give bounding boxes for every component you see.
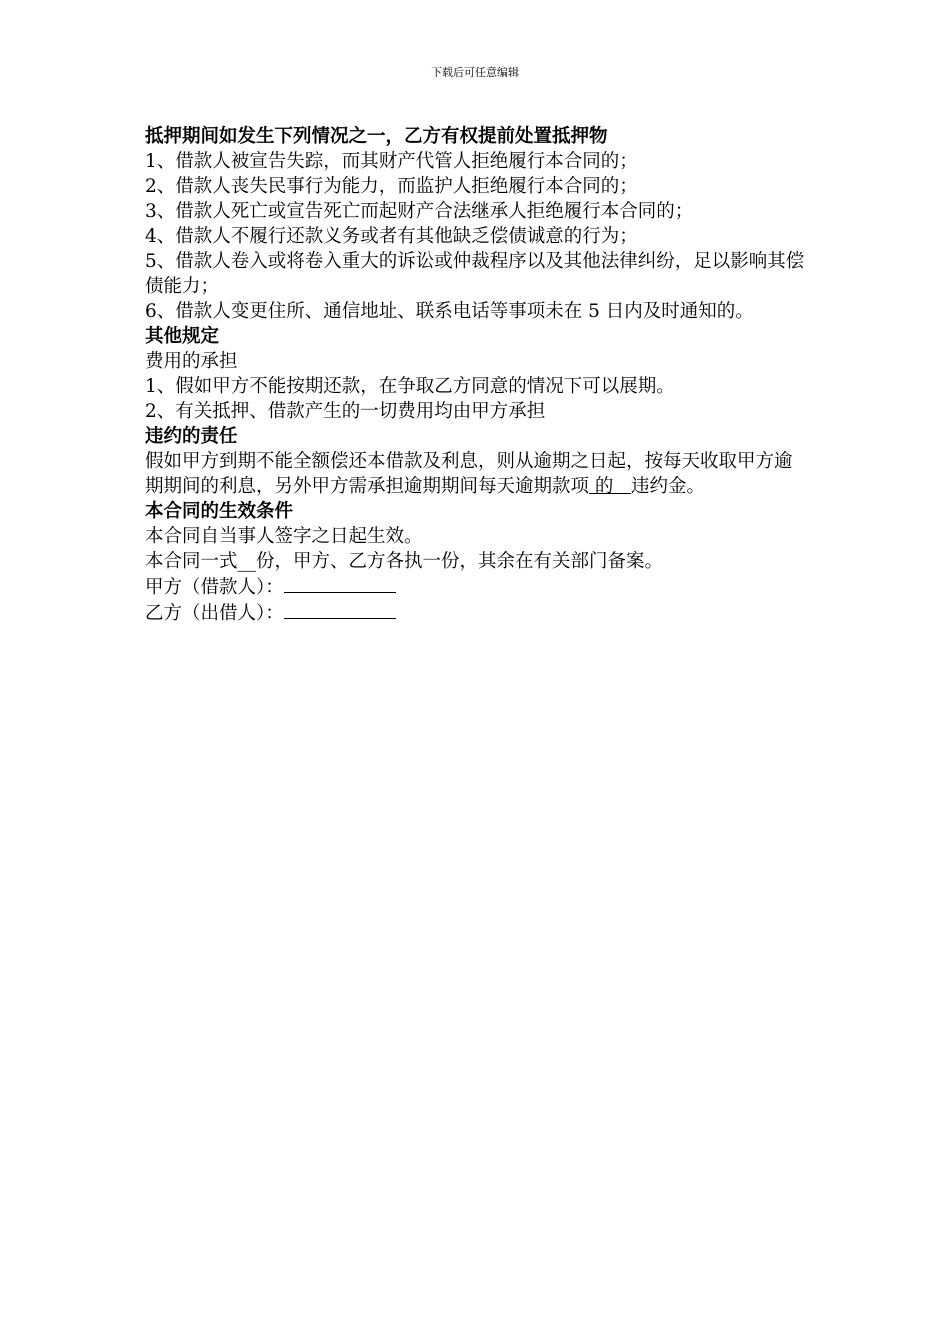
section-heading-breach: 违约的责任: [145, 426, 238, 447]
copies-blank: __: [237, 551, 257, 572]
signature-party-b: [145, 600, 810, 626]
breach-text-after: 违约金。: [631, 476, 706, 497]
party-a-label: 甲方（借款人）：: [145, 577, 284, 598]
section-heading-effective: 本合同的生效条件: [145, 501, 294, 522]
list-item: 5、借款人卷入或将卷入重大的诉讼或仲裁程序以及其他法律纠纷，足以影响其偿债能力；: [145, 251, 805, 297]
section-heading-early-disposal: 抵押期间如发生下列情况之一，乙方有权提前处置抵押物: [145, 126, 608, 147]
list-item: 1、假如甲方不能按期还款，在争取乙方同意的情况下可以展期。: [145, 376, 675, 397]
list-item: 2、有关抵押、借款产生的一切费用均由甲方承担: [145, 401, 546, 422]
section-heading-other-provisions: 其他规定: [145, 326, 220, 347]
list-item: 3、借款人死亡或宣告死亡而起财产合法继承人拒绝履行本合同的；: [145, 201, 694, 222]
signature-party-a: [145, 574, 810, 600]
breach-text-before: 假如甲方到期不能全额偿还本借款及利息，则从逾期之日起，按每天收取甲方逾期期间的利息，另外甲方需承担逾期期间每天逾期款项: [145, 451, 793, 497]
effective-line-2-after: 份，甲方、乙方各执一份，其余在有关部门备案。: [256, 551, 664, 572]
subheading-costs: 费用的承担: [145, 351, 238, 372]
effective-line-2-before: 本合同一式: [145, 551, 238, 572]
list-item: 4、借款人不履行还款义务或者有其他缺乏偿债诚意的行为；: [145, 226, 638, 247]
party-a-signature-line: [284, 574, 396, 593]
list-item: 2、借款人丧失民事行为能力，而监护人拒绝履行本合同的；: [145, 176, 638, 197]
list-item: 6、借款人变更住所、通信地址、联系电话等事项未在 5 日内及时通知的。: [145, 301, 754, 322]
document-body: [145, 124, 810, 626]
breach-paragraph: [145, 449, 810, 499]
party-b-label: 乙方（出借人）：: [145, 603, 284, 624]
list-item: 1、借款人被宣告失踪，而其财产代管人拒绝履行本合同的；: [145, 151, 638, 172]
page-header-note: 下载后可任意编辑: [431, 66, 519, 79]
effective-line-2: [145, 549, 810, 574]
effective-line-1: 本合同自当事人签字之日起生效。: [145, 526, 423, 547]
breach-underlined-blank: 的: [589, 476, 632, 497]
party-b-signature-line: [284, 600, 396, 619]
